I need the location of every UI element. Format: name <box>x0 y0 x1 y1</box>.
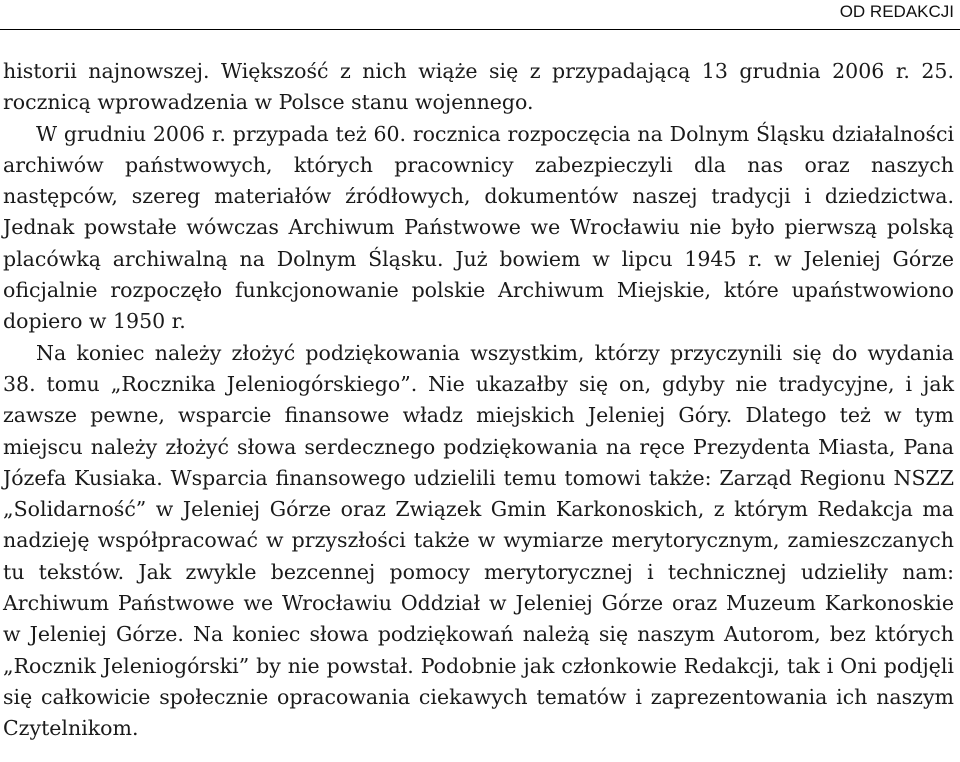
body-paragraph: Na koniec należy złożyć podziękowania wszystkim, którzy przyczynili się do wydania 38. tomu „Rocznika Jeleniogórskiego”. Nie ukazałby się on, gdyby nie tradycyjne, i jak zawsze pewne, wsparcie finansowe władz miejskich Jeleniej Góry. Dlatego też w tym miejscu należy złożyć słowa serdecznego podziękowania na ręce Prezydenta Miasta, Pana Józefa Kusiaka. Wsparcia finansowego udzielili temu tomowi także: Zarząd Regionu NSZZ „Solidarność” w Jeleniej Górze oraz Związek Gmin Karkonoskich, z którym Redakcja ma nadzieję współpracować w przyszłości także w wymiarze merytorycznym, zamieszczanych tu tekstów. Jak zwykle bezcennej pomocy merytorycznej i technicznej udzieliły nam: Archiwum Państwowe we Wrocławiu Oddział w Jeleniej Górze oraz Muzeum Karkonoskie w Jeleniej Górze. Na koniec słowa podziękowań należą się naszym Autorom, bez których „Rocznik Jeleniogórski” by nie powstał. Podobnie jak członkowie Redakcji, tak i Oni podjęli się całkowicie społecznie opracowania ciekawych tematów i zaprezentowania ich naszym Czytelnikom. <box>3 340 954 741</box>
header-rule <box>0 29 960 30</box>
page-body <box>3 56 954 745</box>
running-header: OD REDAKCJI <box>839 2 954 21</box>
body-paragraph: historii najnowszej. Większość z nich wiąże się z przypadającą 13 grudnia 2006 r. 25. rocznicą wprowadzenia w Polsce stanu wojennego. <box>3 59 954 115</box>
body-paragraph: W grudniu 2006 r. przypada też 60. rocznica rozpoczęcia na Dolnym Śląsku działalności archiwów państwowych, których pracownicy zabezpieczyli dla nas oraz naszych następców, szereg materiałów źródłowych, dokumentów naszej tradycji i dziedzictwa. Jednak powstałe wówczas Archiwum Państwowe we Wrocławiu nie było pierwszą polską placówką archiwalną na Dolnym Śląsku. Już bowiem w lipcu 1945 r. w Jeleniej Górze oficjalnie rozpoczęło funkcjonowanie polskie Archiwum Miejskie, które upaństwowiono dopiero w 1950 r. <box>3 121 954 334</box>
